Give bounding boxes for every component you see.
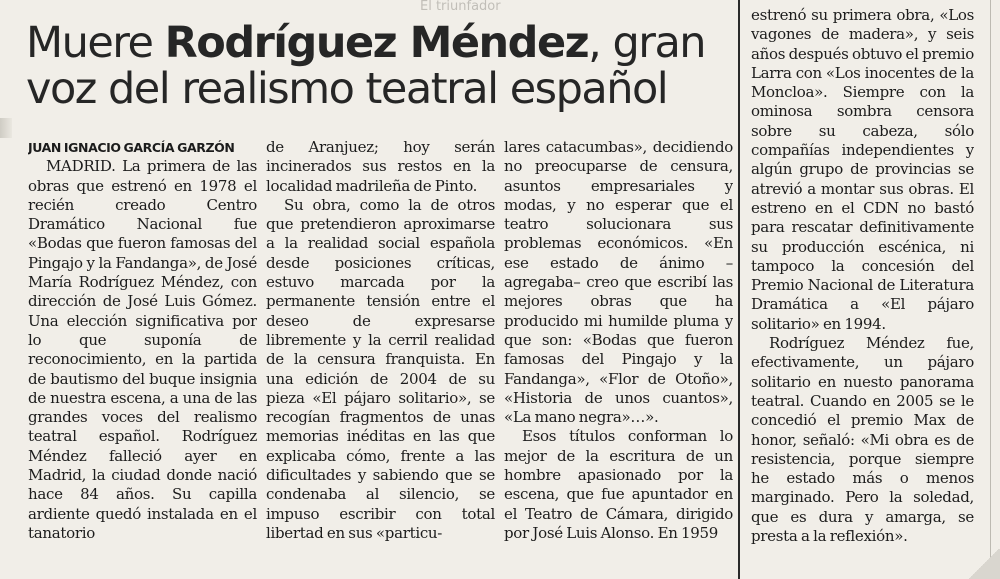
adjacent-article-bleed bbox=[0, 0, 740, 14]
page-edge-shadow bbox=[0, 118, 12, 138]
paragraph-3: Su obra, como la de otros que pretendieron aproximarse a la realidad social española desde posiciones críticas, estuvo marcada por la permanente tensión entre el deseo de expresarse libremente y la cerril realidad de la censura franquista. En una edición de 2004 de su pieza «El pájaro solitario», se recogían fragmentos de unas memorias inéditas en las que explicaba cómo, frente a las dificultades y sabiendo que se condenaba al silencio, se impuso escribir con total libertad en sus «particu- bbox=[266, 195, 495, 542]
column-rule bbox=[738, 0, 740, 579]
headline bbox=[26, 20, 731, 112]
paragraph-1 bbox=[28, 157, 257, 543]
paper-corner bbox=[960, 549, 1000, 579]
article-column-2 bbox=[266, 138, 495, 558]
article-column-1 bbox=[28, 138, 257, 558]
headline-part1: Muere bbox=[26, 18, 165, 68]
byline: JUAN IGNACIO GARCÍA GARZÓN bbox=[28, 140, 235, 155]
headline-name: Rodríguez Méndez bbox=[164, 18, 589, 68]
article-column-3 bbox=[504, 138, 733, 558]
paragraph-1-text: La primera de las obras que estrenó en 1978 el recién creado Centro Dramático Nacional fue «Bodas que fueron famosas del Pingajo y la Fandanga», de José María Rodríguez Méndez, con dirección de José Luis Gómez. Una elección significativa por lo que suponía de reconocimiento, en la partida de bautismo del buque insignia de nuestra escena, a una de las grandes voces del realismo teatral español. Rodríguez Méndez falleció ayer en Madrid, la ciudad donde nació hace 84 años. Su capilla ardiente quedó instalada en el tanatorio bbox=[28, 157, 257, 542]
article-column-4 bbox=[751, 6, 974, 554]
headline-part2: , gran voz del realismo teatral español bbox=[26, 18, 706, 114]
adjacent-article-text: El triunfador bbox=[420, 0, 501, 14]
paragraph-4: lares catacumbas», decidiendo no preocuparse de censura, asuntos empresariales y modas, y no esperar que el teatro solucionara sus problemas económicos. «En ese estado de ánimo –agregaba– creo que escribí las mejores obras que ha producido mi humilde pluma y que son: «Bodas que fueron famosas del Pingajo y la Fandanga», «Flor de Otoño», «Historia de unos cuantos», «La mano negra»…». bbox=[504, 138, 733, 427]
paragraph-6: estrenó su primera obra, «Los vagones de madera», y seis años después obtuvo el premio Larra con «Los inocentes de la Moncloa». Siempre con la ominosa sombra censora sobre su cabeza, sólo compañías independientes y algún grupo de provincias se atrevió a montar sus obras. El estreno en el CDN no bastó para rescatar definitivamente su producción escénica, ni tampoco la concesión del Premio Nacional de Literatura Dramática a «El pájaro solitario» en 1994. bbox=[751, 6, 974, 333]
paragraph-5: Esos títulos conforman lo mejor de la escritura de un hombre apasionado por la escena, que fue apuntador en el Teatro de Cámara, dirigido por José Luis Alonso. En 1959 bbox=[504, 427, 733, 542]
paragraph-2: de Aranjuez; hoy serán incinerados sus restos en la localidad madrileña de Pinto. bbox=[266, 138, 495, 195]
dateline: MADRID. bbox=[46, 157, 116, 176]
paragraph-7: Rodríguez Méndez fue, efectivamente, un pájaro solitario en nuesto panorama teatral. Cuando en 2005 se le concedió el premio Max de honor, señaló: «Mi obra es de resistencia, porque siempre he estado más o menos marginado. Pero la soledad, que es dura y amarga, se presta a la reflexión». bbox=[751, 334, 974, 546]
page-edge-rule bbox=[990, 0, 991, 579]
